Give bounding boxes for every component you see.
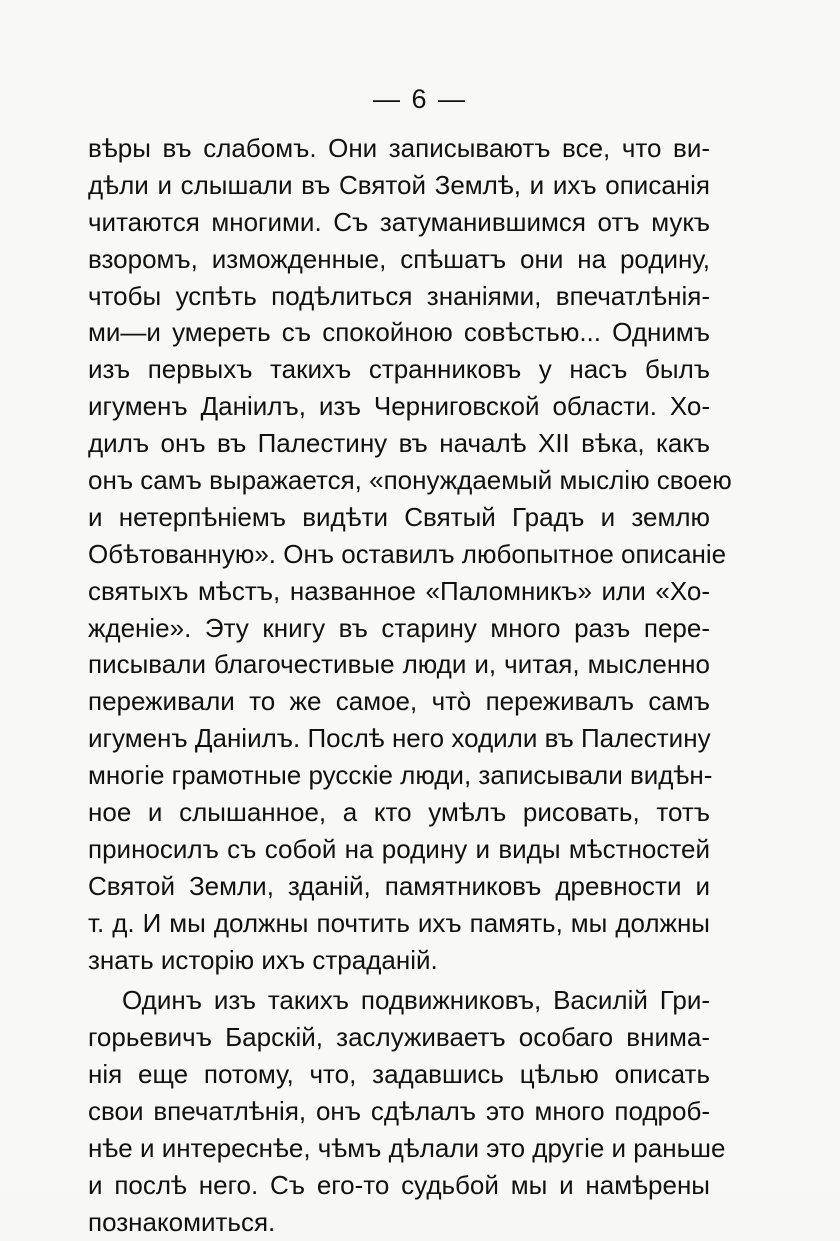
text-line: познакомиться. xyxy=(88,1206,276,1237)
text-line: горьевичъ Барскій, заслуживаетъ особаго внима- xyxy=(88,1022,710,1053)
page-number: — 6 — xyxy=(372,84,468,114)
text-line: нія еще потому, что, задавшись цѣлью описать xyxy=(88,1059,710,1090)
text-line: читаются многими. Съ затуманившимся отъ мукъ xyxy=(88,206,710,237)
text-line: переживали то же самое, что̀ переживалъ самъ xyxy=(88,686,710,717)
text-line: ное и слышанное, а кто умѣлъ рисовать, тотъ xyxy=(88,797,710,828)
body-text xyxy=(88,130,732,1241)
text-line: взоромъ, изможденные, спѣшатъ они на родину, xyxy=(88,243,710,274)
text-line: писывали благочестивые люди и, читая, мысленно xyxy=(88,649,710,680)
text-line: свои впечатлѣнія, онъ сдѣлалъ это много подроб- xyxy=(88,1096,710,1127)
text-line: Святой Земли, зданій, памятниковъ древности и xyxy=(88,870,710,901)
text-line: дилъ онъ въ Палестину въ началѣ XII вѣка, какъ xyxy=(88,428,710,459)
text-line: изъ первыхъ такихъ странниковъ у насъ былъ xyxy=(88,354,710,385)
text-line: чтобы успѣть подѣлиться знаніями, впечатлѣнія- xyxy=(88,280,710,311)
text-line: игуменъ Даніилъ, изъ Черниговской области. Хо- xyxy=(88,391,710,422)
text-line: знать исторію ихъ страданій. xyxy=(88,944,438,975)
paragraph-1 xyxy=(88,130,732,978)
text-line: вѣры въ слабомъ. Они записываютъ все, что ви- xyxy=(88,133,710,163)
text-line: святыхъ мѣстъ, названное «Паломникъ» или «Хо- xyxy=(88,575,710,606)
text-line: ми—и умереть съ спокойною совѣстью... Однимъ xyxy=(88,317,710,348)
text-line: нѣе и интереснѣе, чѣмъ дѣлали это другіе и раньше xyxy=(88,1133,726,1164)
text-line: Одинъ изъ такихъ подвижниковъ, Василій Гри- xyxy=(122,985,710,1016)
text-line: многіе грамотные русскіе люди, записывали видѣн- xyxy=(88,760,713,791)
text-line: и нетерпѣніемъ видѣти Святый Градъ и землю xyxy=(88,501,710,532)
text-line: дѣли и слышали въ Святой Землѣ, и ихъ описанія xyxy=(88,169,710,200)
text-line: жденіе». Эту книгу въ старину много разъ пере- xyxy=(88,612,710,643)
text-line: игуменъ Даніилъ. Послѣ него ходили въ Палестину xyxy=(88,723,711,754)
paragraph-2 xyxy=(88,982,726,1240)
text-line: Обѣтованную». Онъ оставилъ любопытное описаніе xyxy=(88,538,727,569)
text-line: и послѣ него. Съ его-то судьбой мы и намѣрены xyxy=(88,1169,710,1200)
text-line: приносилъ съ собой на родину и виды мѣстностей xyxy=(88,833,710,864)
text-line: онъ самъ выражается, «понуждаемый мыслію своею xyxy=(88,465,732,496)
text-line: т. д. И мы должны почтить ихъ память, мы должны xyxy=(88,907,710,938)
